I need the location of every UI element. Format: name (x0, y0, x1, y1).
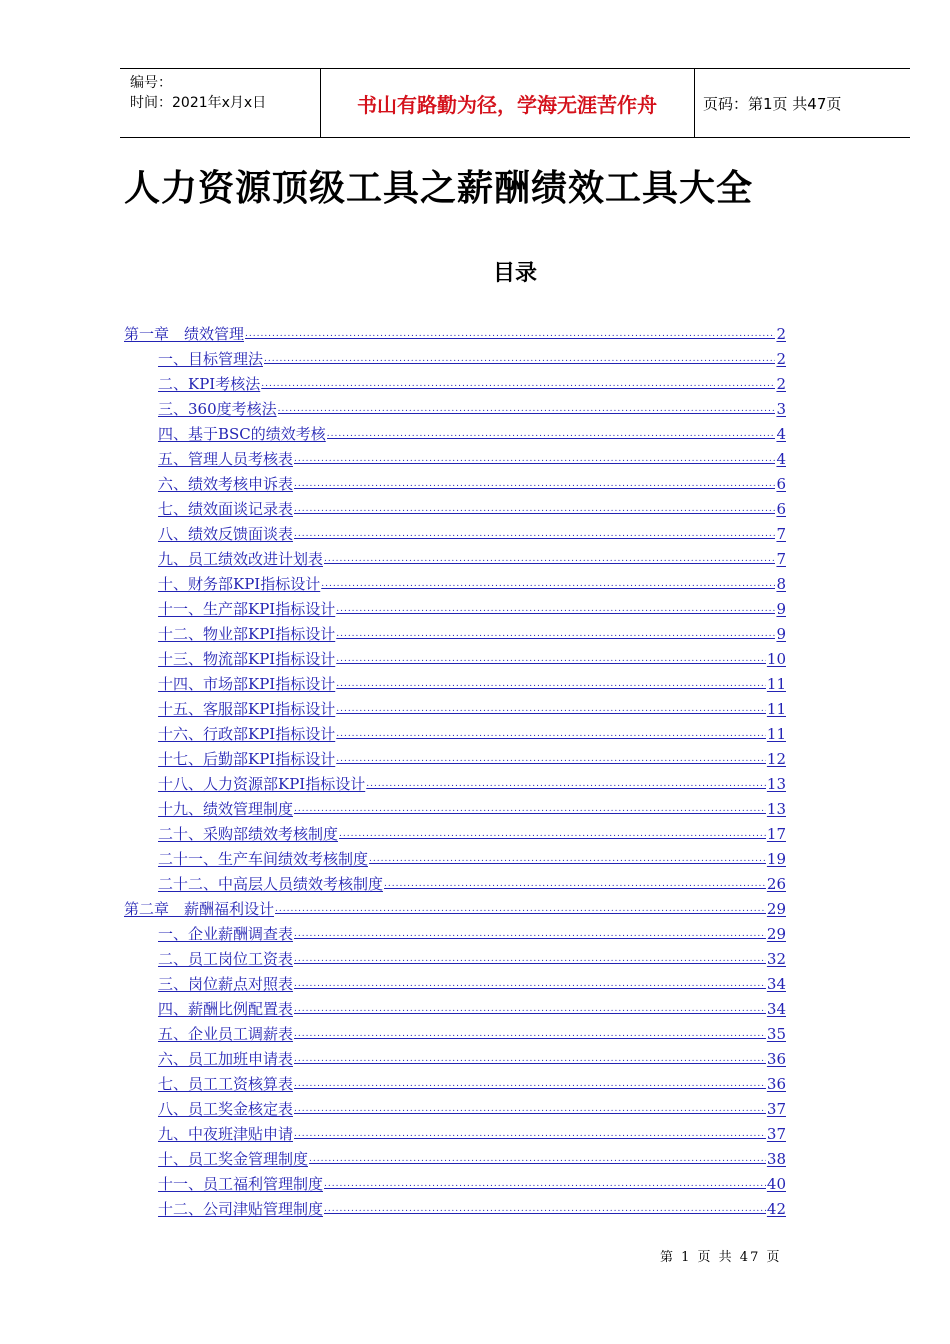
toc-leader-dots (245, 325, 775, 343)
toc-entry[interactable] (124, 643, 786, 668)
toc-entry[interactable] (124, 918, 786, 943)
toc-entry-page: 32 (766, 950, 786, 968)
toc-leader-dots (294, 925, 766, 943)
toc-entry-page: 11 (766, 725, 786, 743)
toc-entry[interactable] (124, 1118, 786, 1143)
toc-entry-label: 十二、物业部KPI指标设计 (158, 625, 336, 643)
toc-entry-label: 十六、行政部KPI指标设计 (158, 725, 336, 743)
toc-entry[interactable] (124, 893, 786, 918)
table-of-contents (124, 318, 786, 1218)
toc-entry[interactable] (124, 1068, 786, 1093)
toc-entry-page: 8 (776, 575, 786, 593)
toc-entry-label: 五、企业员工调薪表 (158, 1025, 294, 1043)
toc-leader-dots (294, 950, 766, 968)
toc-entry[interactable] (124, 968, 786, 993)
toc-entry-page: 36 (766, 1075, 786, 1093)
toc-entry-page: 2 (776, 350, 786, 368)
toc-entry-page: 11 (766, 675, 786, 693)
toc-entry-page: 42 (766, 1200, 786, 1218)
toc-leader-dots (336, 600, 775, 618)
toc-leader-dots (294, 800, 766, 818)
toc-entry[interactable] (124, 543, 786, 568)
toc-entry-page: 7 (776, 525, 786, 543)
toc-entry[interactable] (124, 443, 786, 468)
header-page-info: 页码：第1页 共47页 (703, 94, 842, 113)
toc-entry[interactable] (124, 318, 786, 343)
toc-entry-page: 2 (776, 375, 786, 393)
page-header (120, 68, 910, 138)
toc-entry[interactable] (124, 1143, 786, 1168)
toc-leader-dots (261, 375, 775, 393)
toc-entry-page: 6 (776, 475, 786, 493)
toc-entry-page: 9 (776, 625, 786, 643)
toc-entry[interactable] (124, 418, 786, 443)
toc-leader-dots (366, 775, 766, 793)
number-label: 编号： (130, 75, 172, 91)
toc-leader-dots (324, 550, 775, 568)
toc-entry-label: 十五、客服部KPI指标设计 (158, 700, 336, 718)
toc-entry-page: 13 (766, 775, 786, 793)
toc-entry-page: 34 (766, 1000, 786, 1018)
toc-leader-dots (294, 1000, 766, 1018)
toc-entry-label: 三、岗位薪点对照表 (158, 975, 294, 993)
toc-entry-page: 35 (766, 1025, 786, 1043)
document-title: 人力资源顶级工具之薪酬绩效工具大全 (124, 168, 754, 209)
toc-entry-page: 29 (766, 925, 786, 943)
toc-leader-dots (278, 400, 776, 418)
toc-entry-label: 八、员工奖金核定表 (158, 1100, 294, 1118)
toc-entry[interactable] (124, 1018, 786, 1043)
toc-entry-page: 19 (766, 850, 786, 868)
toc-leader-dots (369, 850, 766, 868)
toc-entry-label: 一、企业薪酬调查表 (158, 925, 294, 943)
toc-entry[interactable] (124, 868, 786, 893)
toc-entry-label: 三、360度考核法 (158, 400, 277, 418)
toc-leader-dots (275, 900, 766, 918)
toc-entry[interactable] (124, 393, 786, 418)
toc-entry-label: 十四、市场部KPI指标设计 (158, 675, 336, 693)
toc-leader-dots (294, 1075, 766, 1093)
toc-leader-dots (339, 825, 766, 843)
header-meta-cell (120, 69, 321, 137)
toc-entry[interactable] (124, 993, 786, 1018)
toc-entry[interactable] (124, 568, 786, 593)
toc-entry[interactable] (124, 1193, 786, 1218)
time-label: 时间：2021年x月x日 (130, 95, 267, 111)
toc-entry[interactable] (124, 493, 786, 518)
toc-entry-label: 二十、采购部绩效考核制度 (158, 825, 339, 843)
toc-entry-page: 4 (776, 450, 786, 468)
toc-leader-dots (327, 425, 776, 443)
toc-entry-page: 40 (766, 1175, 786, 1193)
toc-entry[interactable] (124, 1093, 786, 1118)
toc-entry-label: 第二章 薪酬福利设计 (124, 900, 275, 918)
toc-leader-dots (264, 350, 775, 368)
toc-entry-page: 10 (766, 650, 786, 668)
toc-entry-label: 十三、物流部KPI指标设计 (158, 650, 336, 668)
toc-entry[interactable] (124, 843, 786, 868)
toc-leader-dots (294, 475, 775, 493)
toc-entry-page: 6 (776, 500, 786, 518)
toc-entry[interactable] (124, 1168, 786, 1193)
toc-entry-page: 26 (766, 875, 786, 893)
toc-entry[interactable] (124, 718, 786, 743)
toc-entry-page: 7 (776, 550, 786, 568)
toc-entry-label: 十一、员工福利管理制度 (158, 1175, 324, 1193)
toc-entry-label: 十七、后勤部KPI指标设计 (158, 750, 336, 768)
toc-leader-dots (384, 875, 766, 893)
toc-leader-dots (324, 1200, 766, 1218)
toc-entry[interactable] (124, 618, 786, 643)
toc-entry[interactable] (124, 368, 786, 393)
motto: 书山有路勤为径，学海无涯苦作舟 (357, 92, 657, 117)
toc-entry-label: 第一章 绩效管理 (124, 325, 245, 343)
toc-entry-page: 4 (776, 425, 786, 443)
toc-entry-label: 四、基于BSC的绩效考核 (158, 425, 326, 443)
toc-entry-label: 二十一、生产车间绩效考核制度 (158, 850, 369, 868)
toc-entry-page: 12 (766, 750, 786, 768)
toc-leader-dots (294, 1125, 766, 1143)
toc-entry-page: 37 (766, 1100, 786, 1118)
toc-entry-label: 四、薪酬比例配置表 (158, 1000, 294, 1018)
toc-entry-label: 九、中夜班津贴申请 (158, 1125, 294, 1143)
toc-entry-label: 七、员工工资核算表 (158, 1075, 294, 1093)
toc-entry-label: 五、管理人员考核表 (158, 450, 294, 468)
toc-leader-dots (309, 1150, 766, 1168)
toc-entry-label: 六、员工加班申请表 (158, 1050, 294, 1068)
toc-entry-page: 2 (776, 325, 786, 343)
toc-entry-label: 二、员工岗位工资表 (158, 950, 294, 968)
toc-entry-label: 十一、生产部KPI指标设计 (158, 600, 336, 618)
toc-entry-label: 六、绩效考核申诉表 (158, 475, 294, 493)
toc-leader-dots (324, 1175, 766, 1193)
toc-entry-page: 37 (766, 1125, 786, 1143)
toc-entry[interactable] (124, 518, 786, 543)
toc-entry-page: 17 (766, 825, 786, 843)
toc-entry-page: 38 (766, 1150, 786, 1168)
toc-entry-page: 36 (766, 1050, 786, 1068)
toc-entry-label: 十九、绩效管理制度 (158, 800, 294, 818)
toc-entry[interactable] (124, 743, 786, 768)
toc-leader-dots (336, 675, 766, 693)
header-page-cell (695, 69, 910, 137)
toc-entry[interactable] (124, 1043, 786, 1068)
toc-leader-dots (294, 1050, 766, 1068)
toc-entry[interactable] (124, 468, 786, 493)
toc-leader-dots (294, 500, 775, 518)
toc-entry-label: 一、目标管理法 (158, 350, 264, 368)
toc-entry-page: 34 (766, 975, 786, 993)
toc-entry-label: 十八、人力资源部KPI指标设计 (158, 775, 366, 793)
toc-entry[interactable] (124, 943, 786, 968)
toc-entry-page: 13 (766, 800, 786, 818)
toc-entry-page: 3 (776, 400, 786, 418)
toc-entry[interactable] (124, 668, 786, 693)
page-footer: 第 1 页 共 47 页 (660, 1250, 782, 1265)
toc-leader-dots (336, 700, 766, 718)
toc-entry-label: 七、绩效面谈记录表 (158, 500, 294, 518)
header-motto-cell (320, 69, 695, 137)
toc-heading: 目录 (492, 261, 537, 286)
toc-entry[interactable] (124, 343, 786, 368)
toc-entry[interactable] (124, 593, 786, 618)
toc-entry-page: 11 (766, 700, 786, 718)
toc-leader-dots (294, 450, 775, 468)
toc-leader-dots (336, 650, 766, 668)
toc-entry[interactable] (124, 768, 786, 793)
toc-entry-label: 十二、公司津贴管理制度 (158, 1200, 324, 1218)
toc-leader-dots (321, 575, 775, 593)
toc-entry-label: 八、绩效反馈面谈表 (158, 525, 294, 543)
toc-entry[interactable] (124, 693, 786, 718)
toc-leader-dots (336, 625, 775, 643)
toc-entry-label: 十、员工奖金管理制度 (158, 1150, 309, 1168)
toc-entry-label: 十、财务部KPI指标设计 (158, 575, 321, 593)
toc-entry-page: 29 (766, 900, 786, 918)
toc-entry-label: 二、KPI考核法 (158, 375, 261, 393)
toc-leader-dots (294, 525, 775, 543)
toc-entry[interactable] (124, 793, 786, 818)
toc-leader-dots (336, 725, 766, 743)
toc-leader-dots (294, 975, 766, 993)
toc-entry-label: 九、员工绩效改进计划表 (158, 550, 324, 568)
toc-leader-dots (294, 1100, 766, 1118)
toc-leader-dots (294, 1025, 766, 1043)
toc-leader-dots (336, 750, 766, 768)
toc-entry[interactable] (124, 818, 786, 843)
toc-entry-label: 二十二、中高层人员绩效考核制度 (158, 875, 384, 893)
toc-entry-page: 9 (776, 600, 786, 618)
